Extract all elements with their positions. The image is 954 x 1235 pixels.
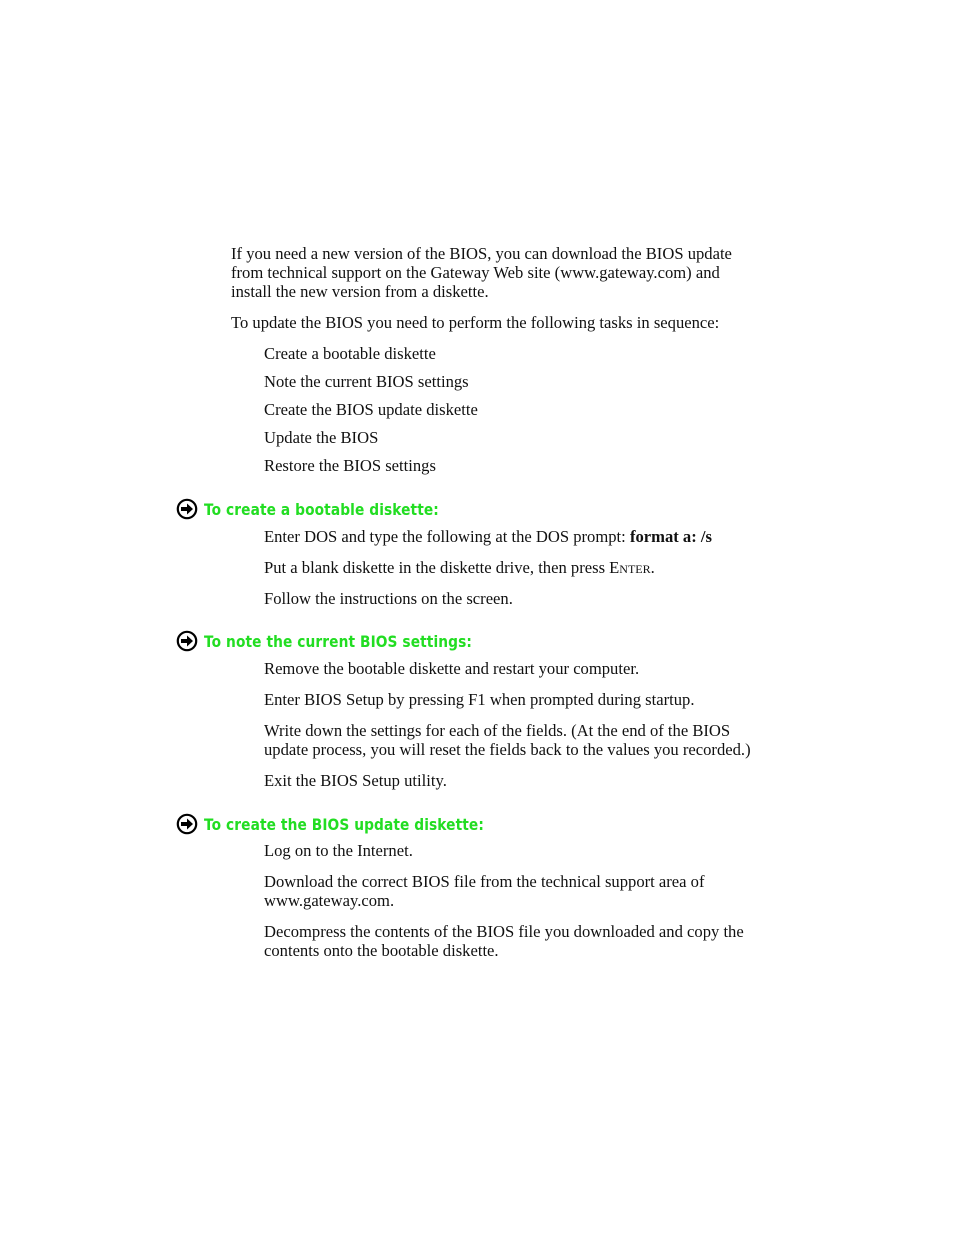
step-write-settings-line-2: update process, you will reset the fields back to the values you recorded.) [264, 740, 751, 759]
step-log-on: Log on to the Internet. [264, 841, 413, 860]
section-heading-text: To create a bootable diskette: [204, 499, 439, 519]
step-download-line-1: Download the correct BIOS file from the technical support area of [264, 872, 705, 891]
arrow-circle-right-icon [176, 813, 198, 835]
task-item: Note the current BIOS settings [264, 372, 469, 391]
intro-line-2: from technical support on the Gateway Web site (www.gateway.com) and [231, 263, 720, 282]
arrow-circle-right-icon [176, 630, 198, 652]
section-heading-bootable [176, 498, 477, 520]
section-heading-note-settings [176, 630, 516, 652]
step-remove-diskette: Remove the bootable diskette and restart your computer. [264, 659, 640, 678]
step-follow-instructions: Follow the instructions on the screen. [264, 589, 513, 608]
key-name: Enter [609, 558, 651, 577]
intro-paragraph-2: To update the BIOS you need to perform the following tasks in sequence: [231, 313, 720, 332]
step-enter-setup: Enter BIOS Setup by pressing F1 when prompted during startup. [264, 690, 695, 709]
task-item: Create the BIOS update diskette [264, 400, 478, 419]
step-exit-setup: Exit the BIOS Setup utility. [264, 771, 447, 790]
task-item: Update the BIOS [264, 428, 379, 447]
step-decompress-line-1: Decompress the contents of the BIOS file you downloaded and copy the [264, 922, 744, 941]
task-item: Create a bootable diskette [264, 344, 436, 363]
section-heading-text: To create the BIOS update diskette: [204, 814, 484, 834]
step-download-line-2: www.gateway.com. [264, 891, 395, 910]
step-enter-dos [264, 527, 804, 546]
step-text-end: . [650, 558, 655, 577]
section-heading-text: To note the current BIOS settings: [204, 631, 472, 651]
step-insert-diskette [264, 558, 804, 577]
section-heading-update-diskette [176, 813, 529, 835]
step-write-settings-line-1: Write down the settings for each of the fields. (At the end of the BIOS [264, 721, 731, 740]
step-decompress-line-2: contents onto the bootable diskette. [264, 941, 499, 960]
step-text: Enter DOS and type the following at the DOS prompt: [264, 527, 630, 546]
step-text: Put a blank diskette in the diskette drive, then press [264, 558, 610, 577]
intro-line-1: If you need a new version of the BIOS, you can download the BIOS update [231, 244, 732, 263]
task-item: Restore the BIOS settings [264, 456, 436, 475]
arrow-circle-right-icon [176, 498, 198, 520]
intro-line-3: install the new version from a diskette. [231, 282, 489, 301]
command-text: format a: /s [629, 527, 712, 546]
